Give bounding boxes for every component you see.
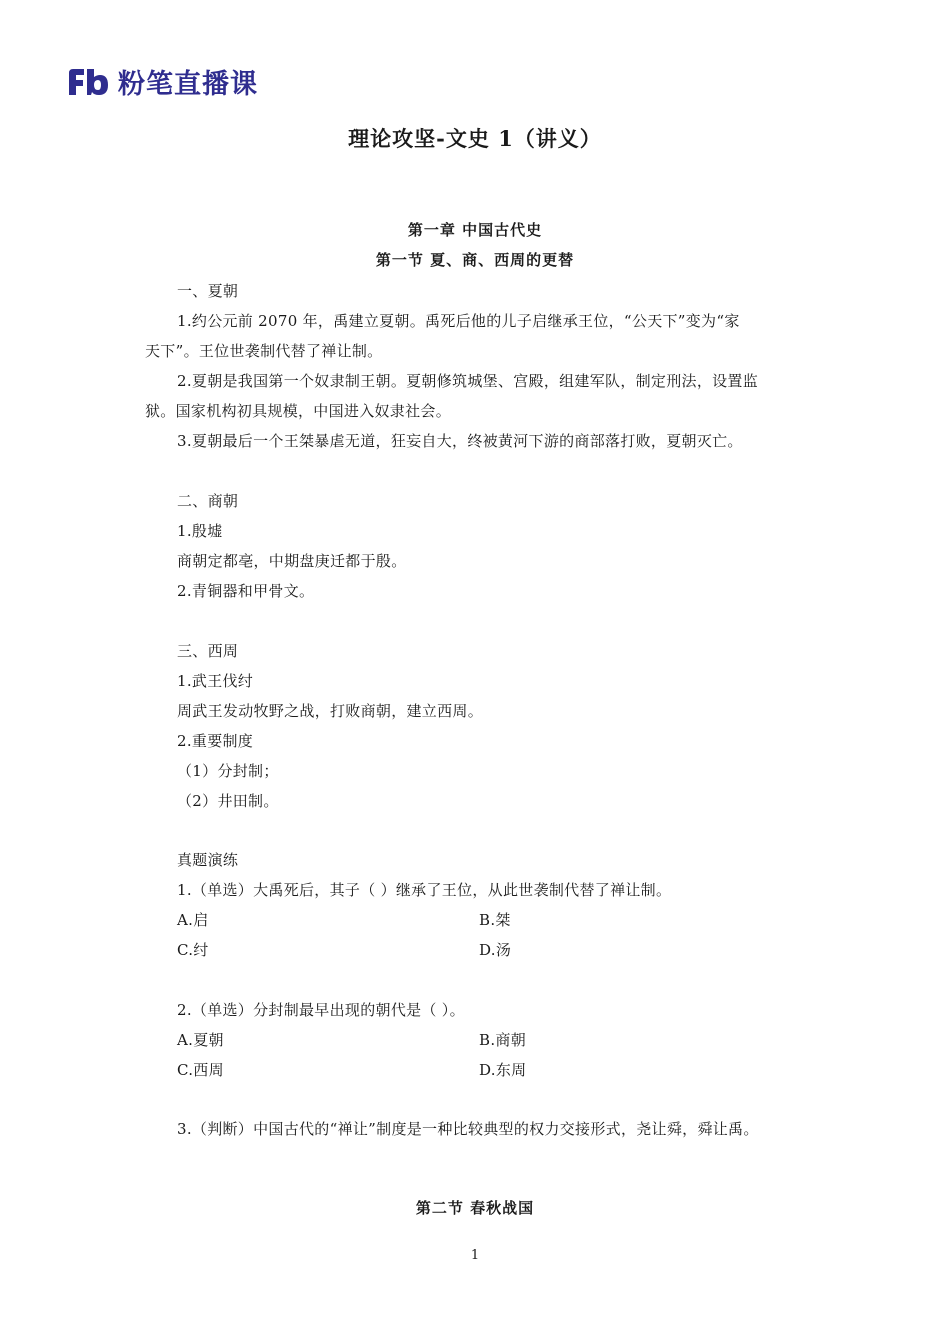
question-3: 3.（判断）中国古代的“禅让”制度是一种比较典型的权力交接形式，尧让舜，舜让禹。 <box>177 1120 759 1138</box>
shang-item-2: 2.青铜器和甲骨文。 <box>177 582 315 600</box>
shang-item-1: 1.殷墟 <box>177 522 223 540</box>
page-number: 1 <box>470 1248 480 1263</box>
zhou-sub-2: （2）井田制。 <box>177 792 279 810</box>
fb-logo-icon <box>66 65 110 99</box>
question-2-option-d: D.东周 <box>479 1061 527 1079</box>
question-1-option-d: D.汤 <box>479 941 512 959</box>
zhou-item-1: 1.武王伐纣 <box>177 672 254 690</box>
brand-logo <box>66 62 258 101</box>
question-1-option-a: A.启 <box>177 911 209 929</box>
logo-text: 粉笔直播课 <box>118 69 258 100</box>
xia-heading: 一、夏朝 <box>177 282 239 300</box>
practice-heading: 真题演练 <box>177 851 239 869</box>
document-title: 理论攻坚-文史 1（讲义） <box>348 126 602 151</box>
question-1: 1.（单选）大禹死后，其子（ ）继承了王位，从此世袭制代替了禅让制。 <box>177 881 672 899</box>
xia-paragraph-1-line-1: 1.约公元前 2070 年，禹建立夏朝。禹死后他的儿子启继承王位，“公天下”变为“家 <box>177 312 740 330</box>
zhou-sub-1: （1）分封制； <box>177 762 279 780</box>
question-2-option-c: C.西周 <box>177 1061 224 1079</box>
question-2-option-b: B.商朝 <box>479 1031 526 1049</box>
zhou-heading: 三、西周 <box>177 642 239 660</box>
section-heading: 第一节 夏、商、西周的更替 <box>375 251 575 269</box>
xia-paragraph-2-line-2: 狱。国家机构初具规模，中国进入奴隶社会。 <box>145 402 452 420</box>
question-1-option-c: C.纣 <box>177 941 209 959</box>
question-2-option-a: A.夏朝 <box>177 1031 224 1049</box>
zhou-item-1-text: 周武王发动牧野之战，打败商朝，建立西周。 <box>177 702 484 720</box>
shang-heading: 二、商朝 <box>177 492 239 510</box>
xia-paragraph-3: 3.夏朝最后一个王桀暴虐无道，狂妄自大，终被黄河下游的商部落打败，夏朝灭亡。 <box>177 432 743 450</box>
shang-item-1-text: 商朝定都亳，中期盘庚迁都于殷。 <box>177 552 407 570</box>
chapter-heading: 第一章 中国古代史 <box>407 221 543 239</box>
question-1-option-b: B.桀 <box>479 911 511 929</box>
xia-paragraph-1-line-2: 天下”。王位世袭制代替了禅让制。 <box>145 342 383 360</box>
zhou-item-2: 2.重要制度 <box>177 732 254 750</box>
xia-paragraph-2-line-1: 2.夏朝是我国第一个奴隶制王朝。夏朝修筑城堡、宫殿，组建军队，制定刑法，设置监 <box>177 372 759 390</box>
section-2-heading: 第二节 春秋战国 <box>415 1199 535 1217</box>
question-2: 2.（单选）分封制最早出现的朝代是（ ）。 <box>177 1001 465 1019</box>
